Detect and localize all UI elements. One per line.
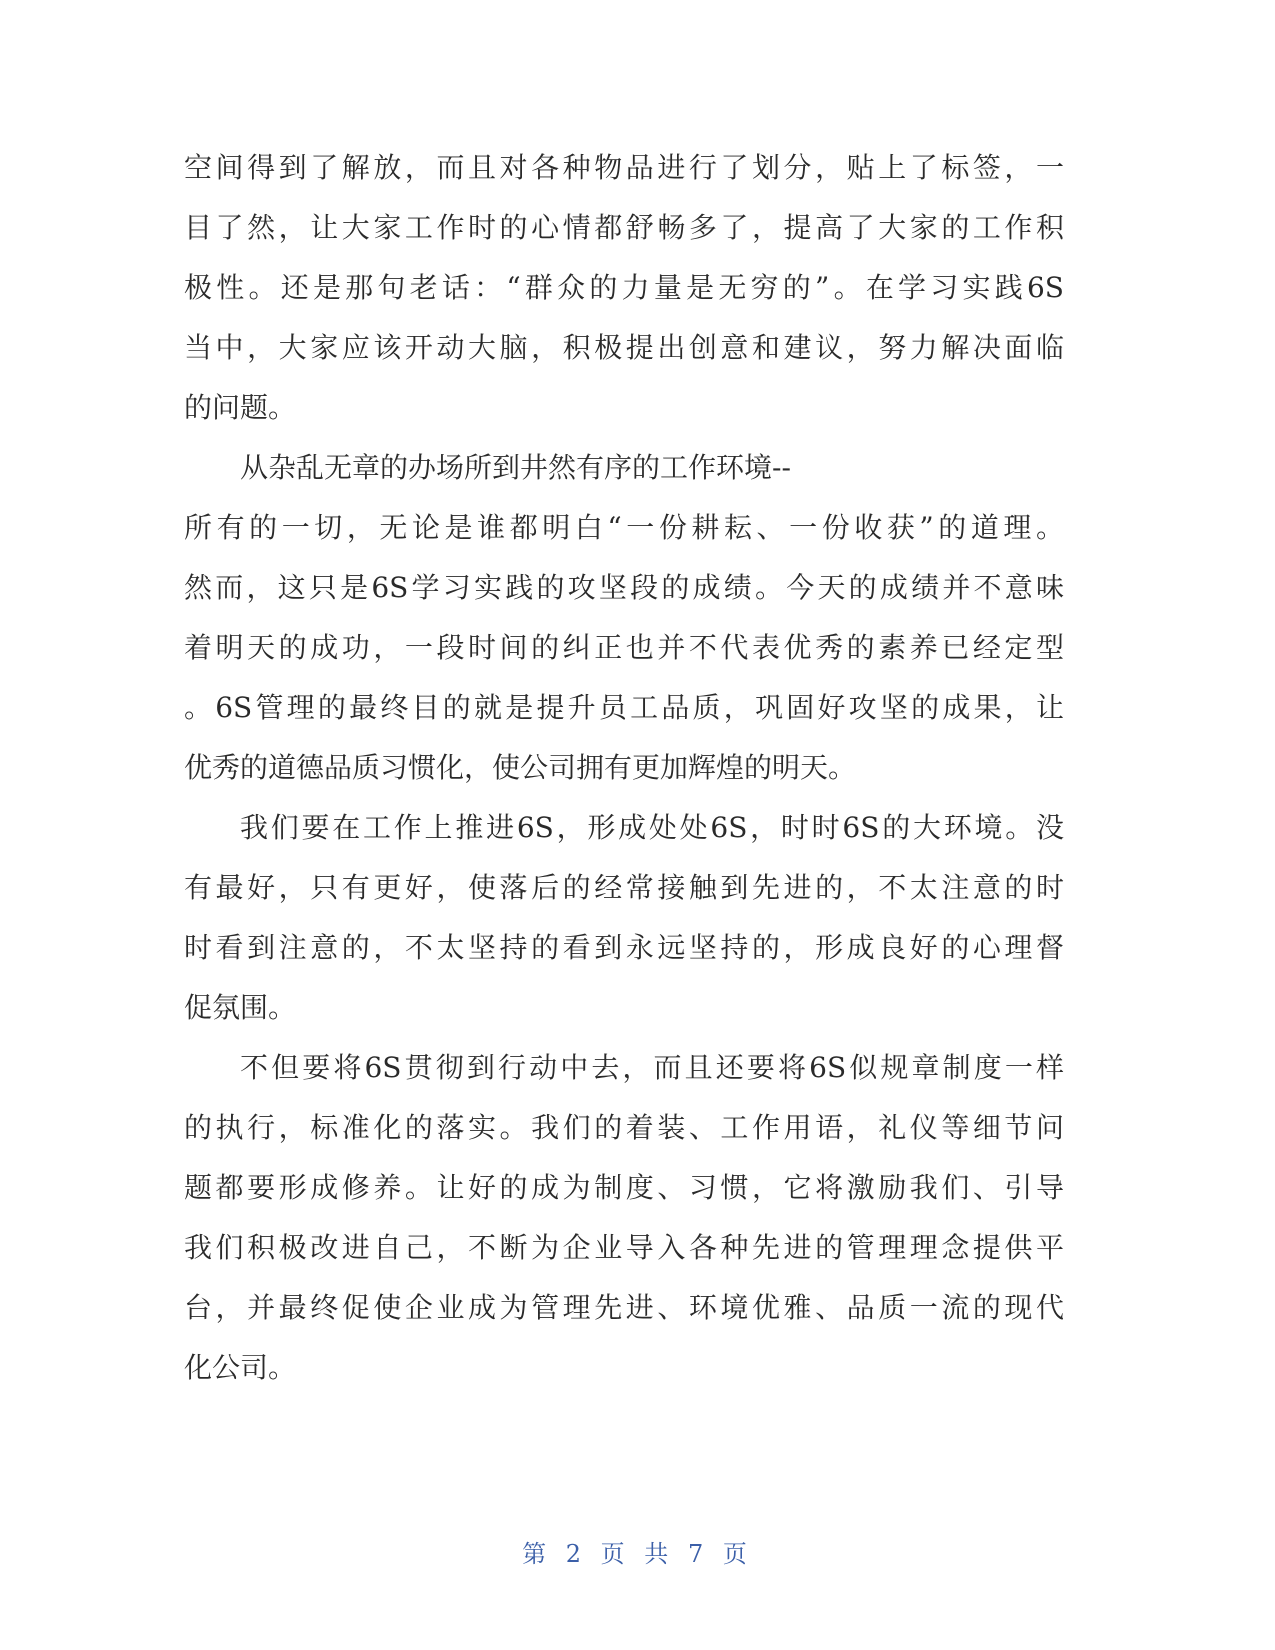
- paragraph-line: 时看到注意的，不太坚持的看到永远坚持的，形成良好的心理督: [184, 931, 1064, 964]
- paragraph-line: 极性。还是那句老话：“群众的力量是无穷的”。在学习实践6S: [184, 271, 1064, 304]
- page-number-footer: 第 2 页 共 7 页: [522, 1540, 753, 1568]
- paragraph-line: 所有的一切，无论是谁都明白“一份耕耘、一份收获”的道理。: [184, 511, 1064, 544]
- paragraph-line: 促氛围。: [184, 991, 297, 1024]
- paragraph-line: 空间得到了解放，而且对各种物品进行了划分，贴上了标签，一: [184, 151, 1064, 184]
- paragraph-line: 目了然，让大家工作时的心情都舒畅多了，提高了大家的工作积: [184, 211, 1064, 244]
- paragraph-line: 优秀的道德品质习惯化，使公司拥有更加辉煌的明天。: [184, 751, 857, 784]
- paragraph-line: 然而，这只是6S学习实践的攻坚段的成绩。今天的成绩并不意味: [184, 571, 1064, 604]
- paragraph-2: [184, 438, 1064, 798]
- paragraph-4: [184, 1038, 1064, 1398]
- paragraph-line: 的问题。: [184, 391, 297, 424]
- paragraph-line: 我们要在工作上推进6S，形成处处6S，时时6S的大环境。没: [240, 811, 1064, 844]
- paragraph-line: 题都要形成修养。让好的成为制度、习惯，它将激励我们、引导: [184, 1171, 1064, 1204]
- paragraph-line: 我们积极改进自己，不断为企业导入各种先进的管理理念提供平: [184, 1231, 1064, 1264]
- paragraph-line: 台，并最终促使企业成为管理先进、环境优雅、品质一流的现代: [184, 1291, 1064, 1324]
- paragraph-line: 不但要将6S贯彻到行动中去，而且还要将6S似规章制度一样: [240, 1051, 1064, 1084]
- paragraph-line: 有最好，只有更好，使落后的经常接触到先进的，不太注意的时: [184, 871, 1064, 904]
- paragraph-line: 从杂乱无章的办场所到井然有序的工作环境--: [240, 451, 791, 484]
- paragraph-line: 着明天的成功，一段时间的纠正也并不代表优秀的素养已经定型: [184, 631, 1064, 664]
- paragraph-line: 当中，大家应该开动大脑，积极提出创意和建议，努力解决面临: [184, 331, 1064, 364]
- paragraph-line: 的执行，标准化的落实。我们的着装、工作用语，礼仪等细节问: [184, 1111, 1064, 1144]
- paragraph-line: 化公司。: [184, 1351, 297, 1384]
- paragraph-3: [184, 798, 1064, 1038]
- document-body: [184, 138, 1064, 1398]
- paragraph-line: 。6S管理的最终目的就是提升员工品质，巩固好攻坚的成果，让: [184, 691, 1064, 724]
- paragraph-1: [184, 138, 1064, 438]
